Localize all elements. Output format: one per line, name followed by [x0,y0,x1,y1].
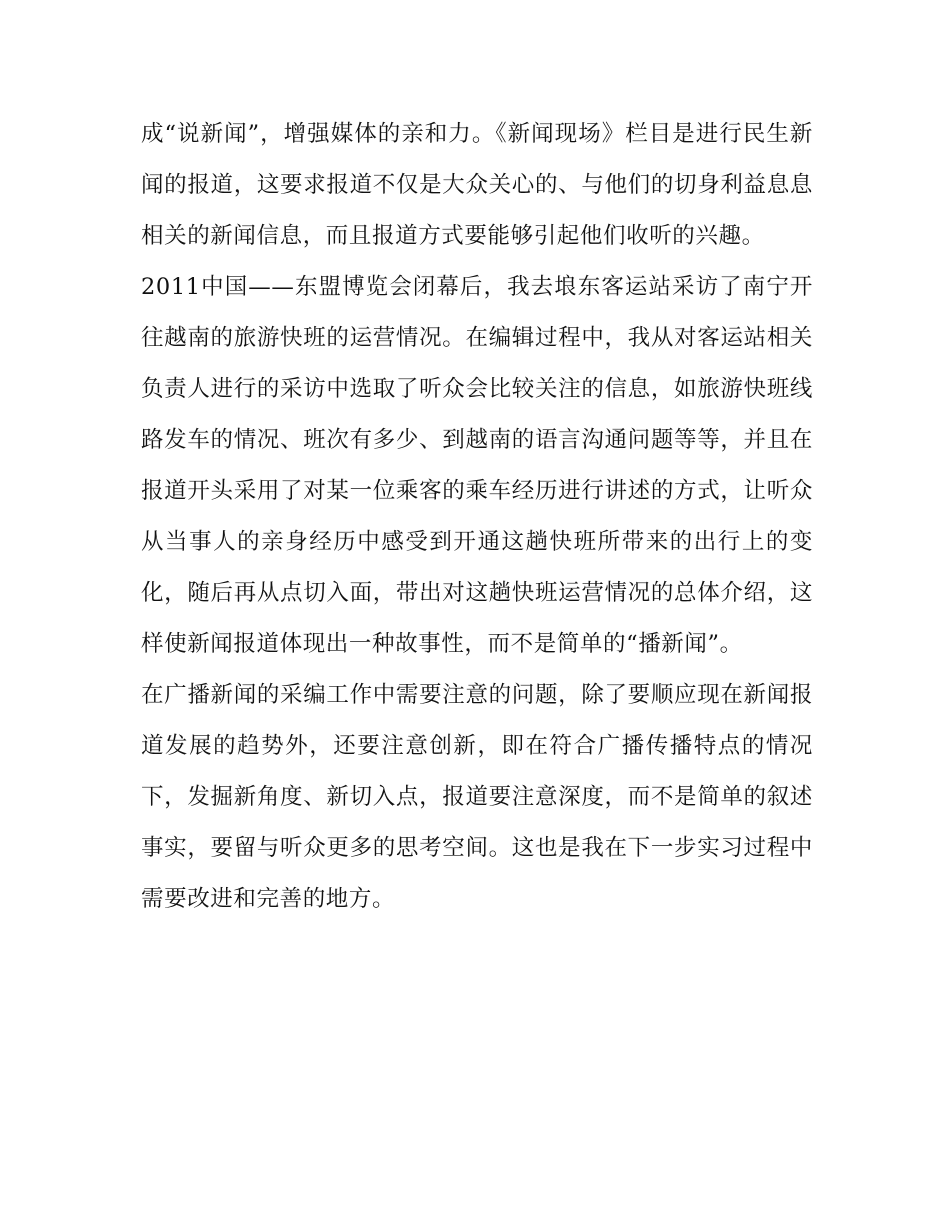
paragraph: 在广播新闻的采编工作中需要注意的问题，除了要顺应现在新闻报道发展的趋势外，还要注意创新，即在符合广播传播特点的情况下，发掘新角度、新切入点，报道要注意深度，而不是简单的叙述事实，要留与听众更多的思考空间。这也是我在下一步实习过程中需要改进和完善的地方。 [141,682,813,912]
document-body [141,109,813,925]
paragraph: 2011中国——东盟博览会闭幕后，我去埌东客运站采访了南宁开往越南的旅游快班的运营情况。在编辑过程中，我从对客运站相关负责人进行的采访中选取了听众会比较关注的信息，如旅游快班线路发车的情况、班次有多少、到越南的语言沟通问题等等，并且在报道开头采用了对某一位乘客的乘车经历进行讲述的方式，让听众从当事人的亲身经历中感受到开通这趟快班所带来的出行上的变化，随后再从点切入面，带出对这趟快班运营情况的总体介绍，这样使新闻报道体现出一种故事性，而不是简单的“播新闻”。 [141,274,813,657]
paragraph: 成“说新闻”，增强媒体的亲和力。《新闻现场》栏目是进行民生新闻的报道，这要求报道不仅是大众关心的、与他们的切身利益息息相关的新闻信息，而且报道方式要能够引起他们收听的兴趣。 [141,121,813,249]
